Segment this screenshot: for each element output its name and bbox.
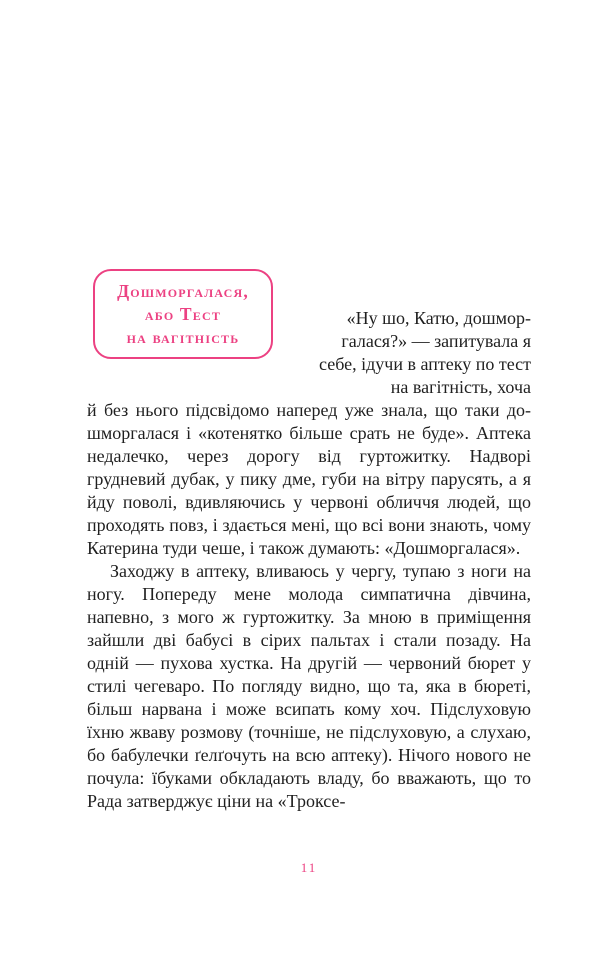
chapter-title-line-2: або Тест	[144, 303, 222, 324]
intro-paragraph-narrow-segment: «Ну шо, Катю, дошморгалася?» — запитувала я себе, ідучи в аптеку по тест на вагітність, хоча	[319, 308, 531, 397]
intro-paragraph-wide-segment: й без нього підсвідомо наперед уже знала, що таки дошморгалася і «котенятко більше срать не буде». Аптека недалечко, через дорогу від гуртожитку. Надворі грудневий дубак, у пику дме, губи на вітру парусять, а я йду поволі, вдивляючись у червоні обличчя людей, що проходять повз, і здається мені, що всі вони знають, чому Катерина туди чеше, і також думають: «Дошморгалася».	[87, 400, 531, 558]
chapter-title-line-1: Дошморгалася,	[117, 280, 249, 301]
second-paragraph: Заходжу в аптеку, вливаюсь у чергу, тупаю з ноги на ногу. Попереду мене молода симпатична дівчина, напевно, з мого ж гуртожитку. За мною в приміщення зайшли дві бабусі в сірих пальтах і стали позаду. На одній — пухова хустка. На другій — червоний бюрет у стилі чегеваро. По погляду видно, що та, яка в бюреті, більш нарвана і може всипать кому хоч. Підслуховую їхню жваву розмову (точніше, не підслуховую, а слухаю, бо бабулечки ґелґочуть на всю аптеку). Нічого нового не почула: їбуками обкладають владу, бо вважають, що то Рада затверджує ціни на «Троксе-	[87, 561, 531, 811]
body-text	[87, 307, 531, 813]
page-number: 11	[300, 860, 318, 875]
chapter-title-line-3: на вагітність	[126, 326, 240, 347]
